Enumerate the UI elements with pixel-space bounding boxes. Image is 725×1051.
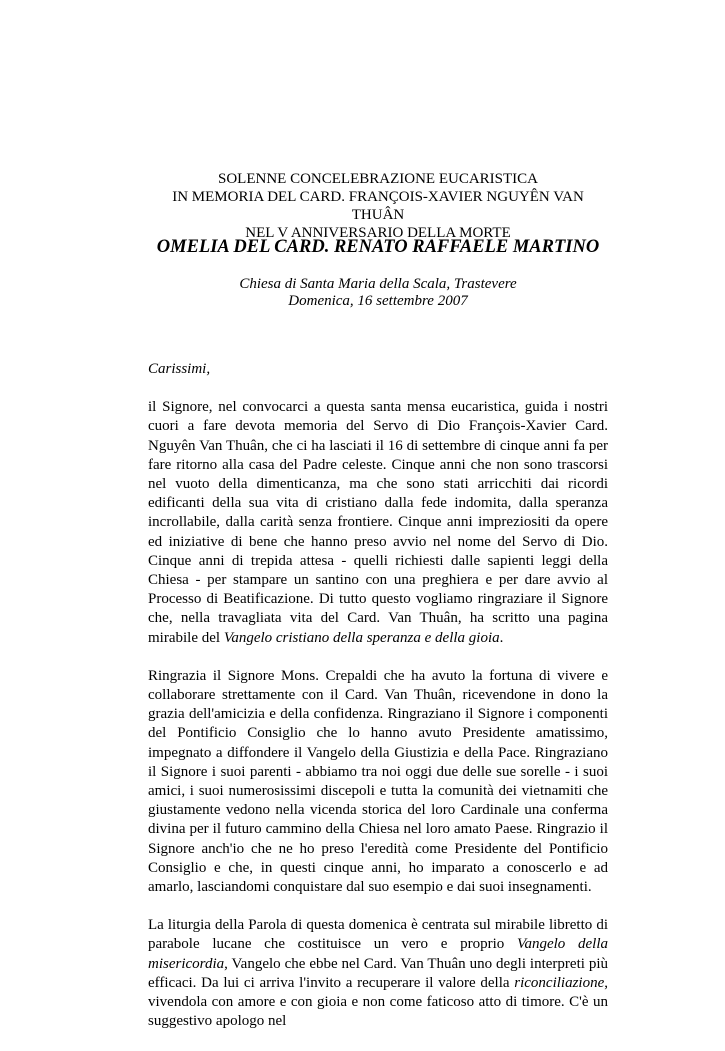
paragraph-1-emphasis: Vangelo cristiano della speranza e della gioia: [223, 629, 500, 646]
paragraph-1-end: .: [499, 629, 504, 646]
date: Domenica, 16 settembre 2007: [288, 293, 468, 309]
event-header: [148, 170, 608, 242]
salutation: Carissimi,: [148, 361, 211, 377]
paragraph-3-b: , Vangelo che ebbe nel Card. Van Thuân uno degli interpreti più efficaci. Da lui ci arriva l'invito a recuperare il valore della: [148, 955, 608, 991]
header-line-3: NEL V ANNIVERSARIO DELLA MORTE: [245, 225, 511, 241]
paragraph-3-emphasis-2: riconciliazione: [514, 974, 605, 991]
paragraph-3-c: , vivendola con amore e con gioia e non come faticoso atto di timore. C'è un suggestivo apologo nel: [148, 974, 608, 1030]
paragraph-3-emphasis-1: Vangelo della misericordia: [148, 936, 608, 972]
paragraph-2: Ringrazia il Signore Mons. Crepaldi che ha avuto la fortuna di vivere e collaborare strettamente con il Card. Van Thuân, ricevendone in dono la grazia dell'amicizia e della confidenza. Ringraziano il Signore i componenti del Pontificio Consiglio che lo hanno avuto Presidente amatissimo, impegnato a diffondere il Vangelo della Giustizia e della Pace. Ringraziano il Signore i suoi parenti - abbiamo tra noi oggi due delle sue sorelle - i suoi amici, i suoi numerosissimi discepoli e tutta la comunità dei vietnamiti che giustamente vedono nella vicenda storica del loro Cardinale una conferma divina per il futuro cammino della Chiesa nel loro amato Paese. Ringrazio il Signore anch'io che ne ho preso l'eredità come Presidente del Pontificio Consiglio e che, in questi cinque anni, ho imparato a conoscerlo e ad amarlo, lasciandomi conquistare dal suo esempio e dai suoi insegnamenti.: [148, 667, 608, 896]
homily-body: [148, 360, 608, 1051]
paragraph-1-text: il Signore, nel convocarci a questa santa mensa eucaristica, guida i nostri cuori a fare devota memoria del Servo di Dio François-Xavier Card. Nguyên Van Thuân, che ci ha lasciati il 16 di settembre di cinque anni fa per fare ritorno alla casa del Padre celeste. Cinque anni che non sono trascorsi nel vuoto della dimenticanza, ma che sono stati arricchiti dai ricordi edificanti della sua vita di cristiano dalla fede indomita, dalla speranza incrollabile, dalla carità senza frontiere. Cinque anni impreziositi da opere ed iniziative di bene che hanno preso avvio nel nome del Servo di Dio. Cinque anni di trepida attesa - quelli richiesti dalle sapienti leggi della Chiesa - per stampare un santino con una preghiera e per dare avvio al Processo di Beatificazione. Di tutto questo vogliamo ringraziare il Signore che, nella travagliata vita del Card. Van Thuân, ha scritto una pagina mirabile del: [148, 399, 608, 646]
paragraph-3-a: La liturgia della Parola di questa domenica è centrata sul mirabile libretto di parabole lucane che costituisce un vero e proprio: [148, 917, 608, 953]
homily-title: OMELIA DEL CARD. RENATO RAFFAELE MARTINO: [156, 237, 600, 257]
paragraph-1: [148, 398, 608, 648]
header-line-1: SOLENNE CONCELEBRAZIONE EUCARISTICA: [218, 171, 538, 187]
header-line-2: IN MEMORIA DEL CARD. FRANÇOIS-XAVIER NGUYÊN VAN THUÂN: [172, 189, 584, 223]
location-date: [148, 276, 608, 310]
location: Chiesa di Santa Maria della Scala, Trastevere: [239, 276, 517, 292]
paragraph-3: [148, 916, 608, 1031]
